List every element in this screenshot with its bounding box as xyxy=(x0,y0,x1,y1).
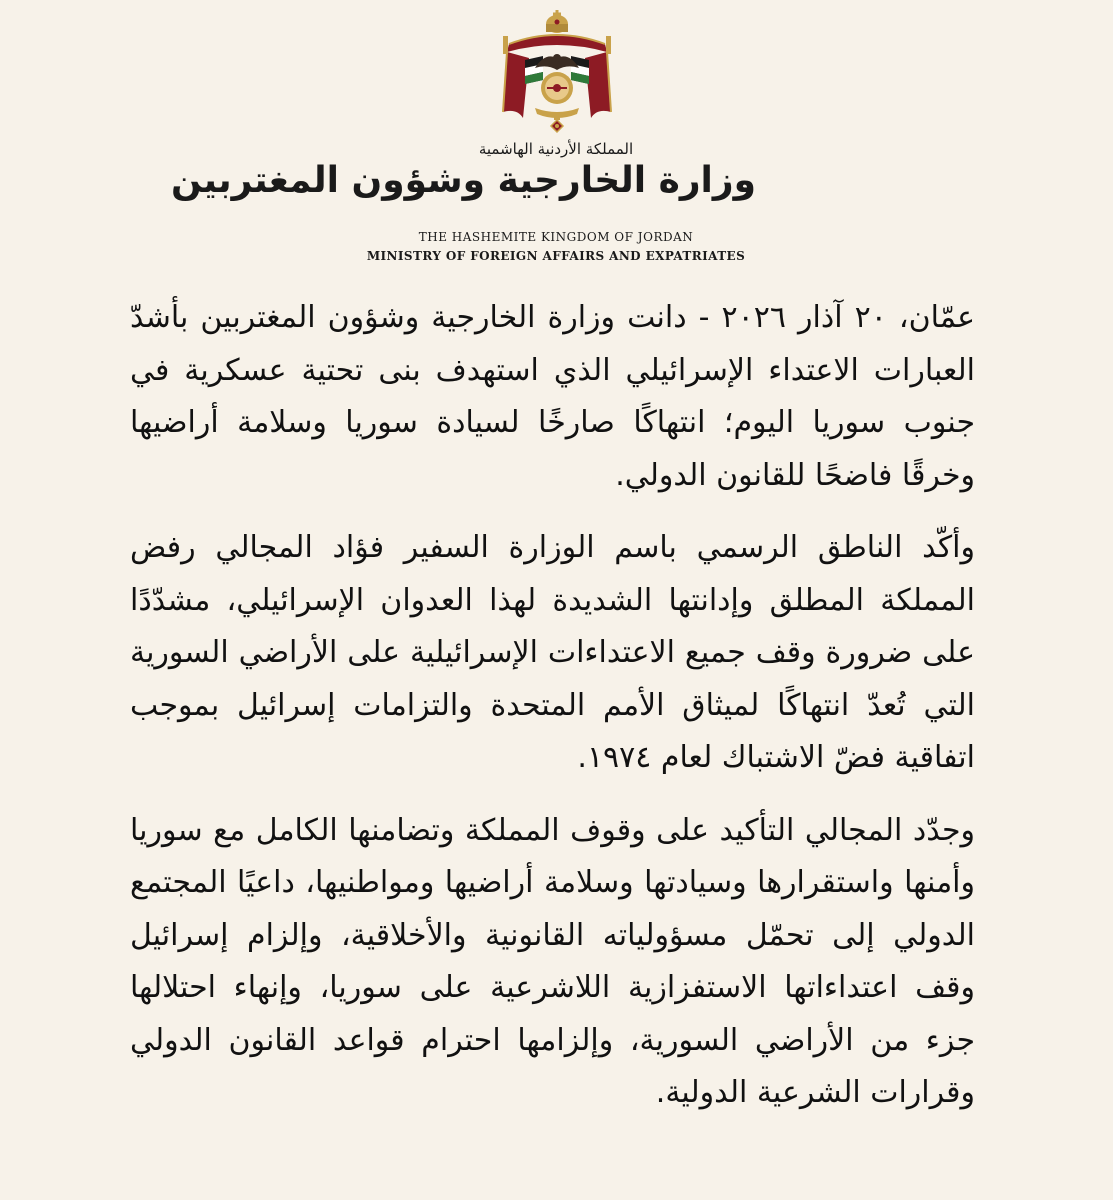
crown-icon xyxy=(546,10,568,33)
statement-paragraph-3: وجدّد المجالي التأكيد على وقوف المملكة وتضامنها الكامل مع سوريا وأمنها واستقرارها وسيادتها وسلامة أراضيها ومواطنيها، داعيًا المجتمع الدولي إلى تحمّل مسؤولياته القانونية والأخلاقية، وإلزام إسرائيل وقف اعتداءاتها الاستفزازية اللاشرعية على سوريا، وإنهاء احتلالها جزء من الأراضي السورية، وإلزامها احترام قواعد القانون الدولي وقرارات الشرعية الدولية. xyxy=(130,812,975,1110)
statement-paragraph-1: عمّان، ٢٠ آذار ٢٠٢٦ - دانت وزارة الخارجية وشؤون المغتربين بأشدّ العبارات الاعتداء الإسرائيلي الذي استهدف بنى تحتية عسكرية في جنوب سوريا اليوم؛ انتهاكًا صارخًا لسيادة سوريا وسلامة أراضيها وخرقًا فاضحًا للقانون الدولي. xyxy=(130,300,975,493)
mantle-drape xyxy=(507,35,607,52)
statement-body xyxy=(130,292,975,1140)
kingdom-name-english: THE HASHEMITE KINGDOM OF JORDAN xyxy=(418,230,694,244)
kingdom-name-arabic: المملكة الأردنية الهاشمية xyxy=(478,140,634,158)
ministry-name-arabic: وزارة الخارجية وشؤون المغتربين xyxy=(171,160,756,201)
ministry-name-english: MINISTRY OF FOREIGN AFFAIRS AND EXPATRIATES xyxy=(366,249,746,263)
jordan-royal-emblem-icon xyxy=(495,8,619,136)
shield-icon xyxy=(541,72,573,104)
letterhead xyxy=(0,0,1113,280)
statement-paragraph-2: وأكّد الناطق الرسمي باسم الوزارة السفير فؤاد المجالي رفض المملكة المطلق وإدانتها الشديدة لهذا العدوان الإسرائيلي، مشدّدًا على ضرورة وقف جميع الاعتداءات الإسرائيلية على الأراضي السورية التي تُعدّ انتهاكًا لميثاق الأمم المتحدة والتزامات إسرائيل بموجب اتفاقية فضّ الاشتباك لعام ١٩٧٤. xyxy=(130,530,975,775)
